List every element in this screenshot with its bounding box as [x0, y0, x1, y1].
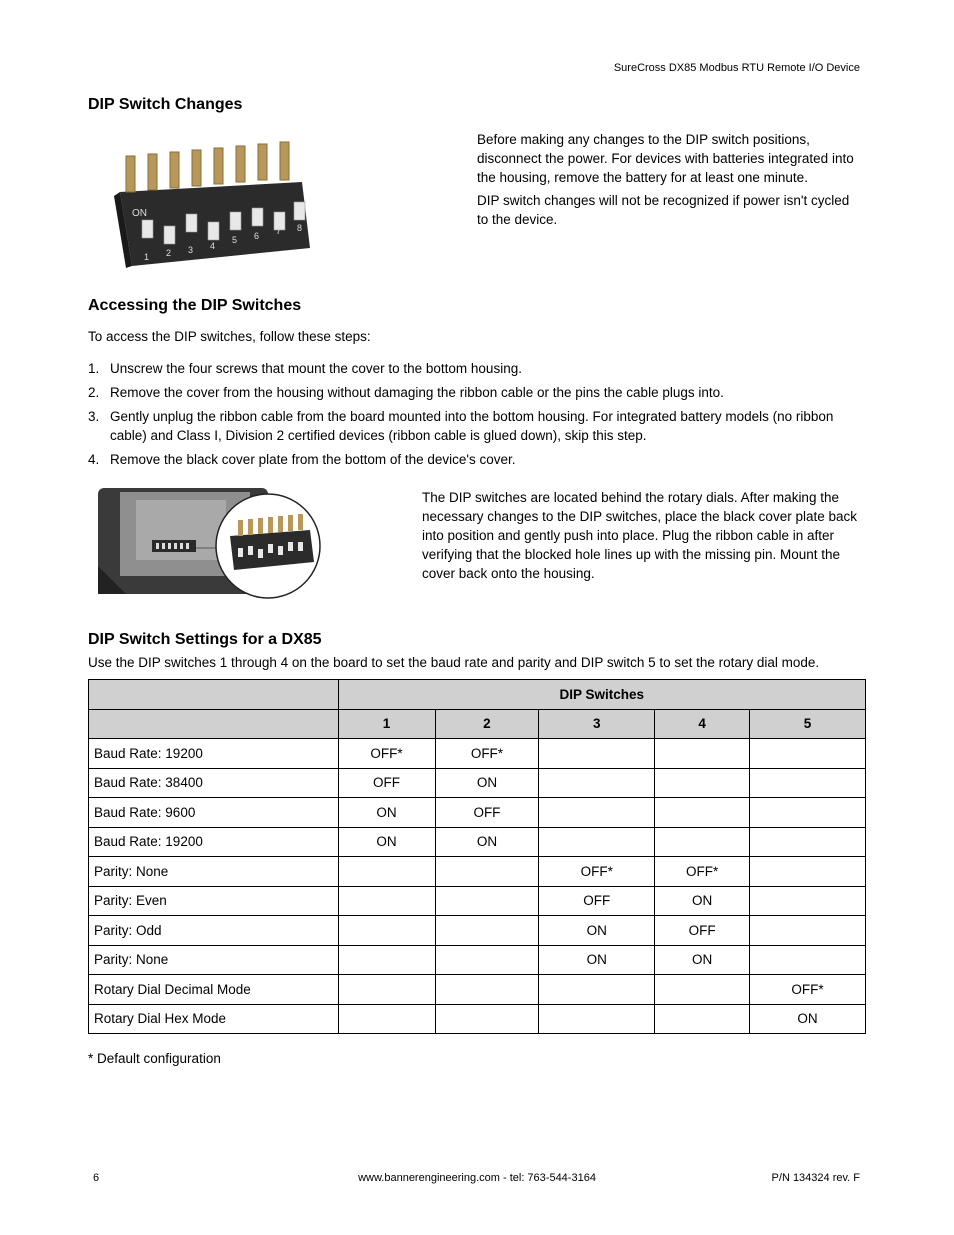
footer-contact: www.bannerengineering.com - tel: 763-544-3164 — [358, 1172, 596, 1184]
table-cell: ON — [338, 798, 435, 828]
row-label: Parity: Even — [89, 886, 339, 916]
table-cell — [655, 739, 750, 769]
dip-settings-table — [88, 679, 866, 1034]
table-cell: OFF — [435, 798, 539, 828]
table-cell — [338, 945, 435, 975]
dip-number: 5 — [232, 235, 238, 245]
row-label: Baud Rate: 19200 — [89, 827, 339, 857]
table-group-header: DIP Switches — [338, 680, 865, 710]
table-cell — [539, 798, 655, 828]
dip-on-label: ON — [132, 208, 147, 219]
row-label: Rotary Dial Decimal Mode — [89, 975, 339, 1005]
dip-switch-image — [92, 130, 322, 270]
table-cell: ON — [539, 916, 655, 946]
table-cell — [435, 916, 539, 946]
row-label: Parity: Odd — [89, 916, 339, 946]
table-cell: ON — [655, 945, 750, 975]
row-label: Parity: None — [89, 857, 339, 887]
row-label: Baud Rate: 19200 — [89, 739, 339, 769]
table-row — [89, 975, 866, 1005]
table-row — [89, 1004, 866, 1034]
table-cell — [655, 798, 750, 828]
list-item: 4. Remove the black cover plate from the bottom of the device's cover. — [88, 452, 516, 467]
dip-location-text: The DIP switches are located behind the rotary dials. After making the necessary changes to the DIP switches, place the black cover plate back into position and gently push into place. Plug the ribbon cable in after verifying that the blocked hole lines up with the missing pin. Mount the cover back onto the housing. — [422, 490, 857, 581]
table-cell — [338, 1004, 435, 1034]
table-footnote: * Default configuration — [88, 1051, 221, 1066]
dip-number: 1 — [144, 252, 150, 262]
dip-settings-intro: Use the DIP switches 1 through 4 on the board to set the baud rate and parity and DIP switch 5 to set the rotary dial mode. — [88, 655, 820, 670]
table-cell — [750, 916, 866, 946]
table-cell — [539, 1004, 655, 1034]
table-cell: ON — [338, 827, 435, 857]
table-cell — [539, 827, 655, 857]
table-cell: ON — [539, 945, 655, 975]
dip-number: 3 — [188, 245, 194, 255]
heading-dip-switch-changes: DIP Switch Changes — [88, 96, 243, 113]
table-cell — [539, 768, 655, 798]
table-cell: ON — [435, 827, 539, 857]
dip-number: 7 — [276, 226, 282, 236]
table-column-header: 3 — [539, 709, 655, 739]
table-row — [89, 827, 866, 857]
table-cell: OFF — [655, 916, 750, 946]
row-label: Baud Rate: 38400 — [89, 768, 339, 798]
table-cell — [435, 857, 539, 887]
heading-dip-settings: DIP Switch Settings for a DX85 — [88, 631, 322, 648]
table-column-header: 5 — [750, 709, 866, 739]
table-cell — [435, 1004, 539, 1034]
row-label: Rotary Dial Hex Mode — [89, 1004, 339, 1034]
steps-list — [88, 359, 868, 474]
table-cell — [750, 739, 866, 769]
table-cell: ON — [655, 886, 750, 916]
table-cell: OFF* — [435, 739, 539, 769]
table-cell — [655, 768, 750, 798]
table-cell — [655, 975, 750, 1005]
table-cell — [655, 827, 750, 857]
table-cell: OFF* — [338, 739, 435, 769]
table-column-header: 1 — [338, 709, 435, 739]
table-cell — [539, 975, 655, 1005]
table-cell — [750, 945, 866, 975]
table-row — [89, 857, 866, 887]
dip-number: 2 — [166, 248, 172, 258]
table-cell: ON — [435, 768, 539, 798]
table-cell — [750, 857, 866, 887]
table-cell: OFF — [539, 886, 655, 916]
table-cell: OFF* — [750, 975, 866, 1005]
dip-number: 4 — [210, 241, 216, 251]
page-number: 6 — [93, 1172, 100, 1184]
table-cell — [338, 975, 435, 1005]
heading-accessing-dip-switches: Accessing the DIP Switches — [88, 297, 302, 314]
table-cell — [435, 886, 539, 916]
paragraph: Before making any changes to the DIP switch positions, disconnect the power. For devices with batteries integrated into the housing, remove the battery for at least one minute. — [477, 132, 854, 185]
list-item: 1. Unscrew the four screws that mount the cover to the bottom housing. — [88, 361, 522, 376]
table-header-blank — [89, 709, 339, 739]
footer-part-number: P/N 134324 rev. F — [771, 1172, 860, 1184]
table-cell — [750, 798, 866, 828]
table-cell — [750, 768, 866, 798]
table-cell — [338, 886, 435, 916]
table-cell — [750, 827, 866, 857]
list-item: 3. Gently unplug the ribbon cable from the board mounted into the bottom housing. For integrated battery models (no ribbon cable) and Class I, Division 2 certified devices (ribbon cable is glued down), skip this step. — [88, 409, 834, 443]
accessing-intro: To access the DIP switches, follow these steps: — [88, 329, 371, 344]
table-row — [89, 768, 866, 798]
paragraph: DIP switch changes will not be recognized if power isn't cycled to the device. — [477, 193, 850, 227]
table-cell: ON — [750, 1004, 866, 1034]
table-cell — [435, 945, 539, 975]
table-column-header: 4 — [655, 709, 750, 739]
table-cell: OFF — [338, 768, 435, 798]
dip-changes-text — [477, 130, 862, 233]
table-cell — [539, 739, 655, 769]
table-row — [89, 945, 866, 975]
table-column-header: 2 — [435, 709, 539, 739]
table-row — [89, 739, 866, 769]
table-cell — [655, 1004, 750, 1034]
document-header-title: SureCross DX85 Modbus RTU Remote I/O Device — [613, 62, 860, 74]
table-cell — [435, 975, 539, 1005]
device-housing-image — [96, 486, 331, 604]
row-label: Baud Rate: 9600 — [89, 798, 339, 828]
table-cell: OFF* — [655, 857, 750, 887]
table-row — [89, 886, 866, 916]
row-label: Parity: None — [89, 945, 339, 975]
table-header-blank — [89, 680, 339, 710]
table-cell — [338, 916, 435, 946]
table-cell — [338, 857, 435, 887]
table-row — [89, 798, 866, 828]
table-cell: OFF* — [539, 857, 655, 887]
list-item: 2. Remove the cover from the housing without damaging the ribbon cable or the pins the cable plugs into. — [88, 385, 724, 400]
dip-number: 8 — [297, 223, 303, 233]
dip-number: 6 — [254, 231, 260, 241]
table-cell — [750, 886, 866, 916]
table-row — [89, 916, 866, 946]
